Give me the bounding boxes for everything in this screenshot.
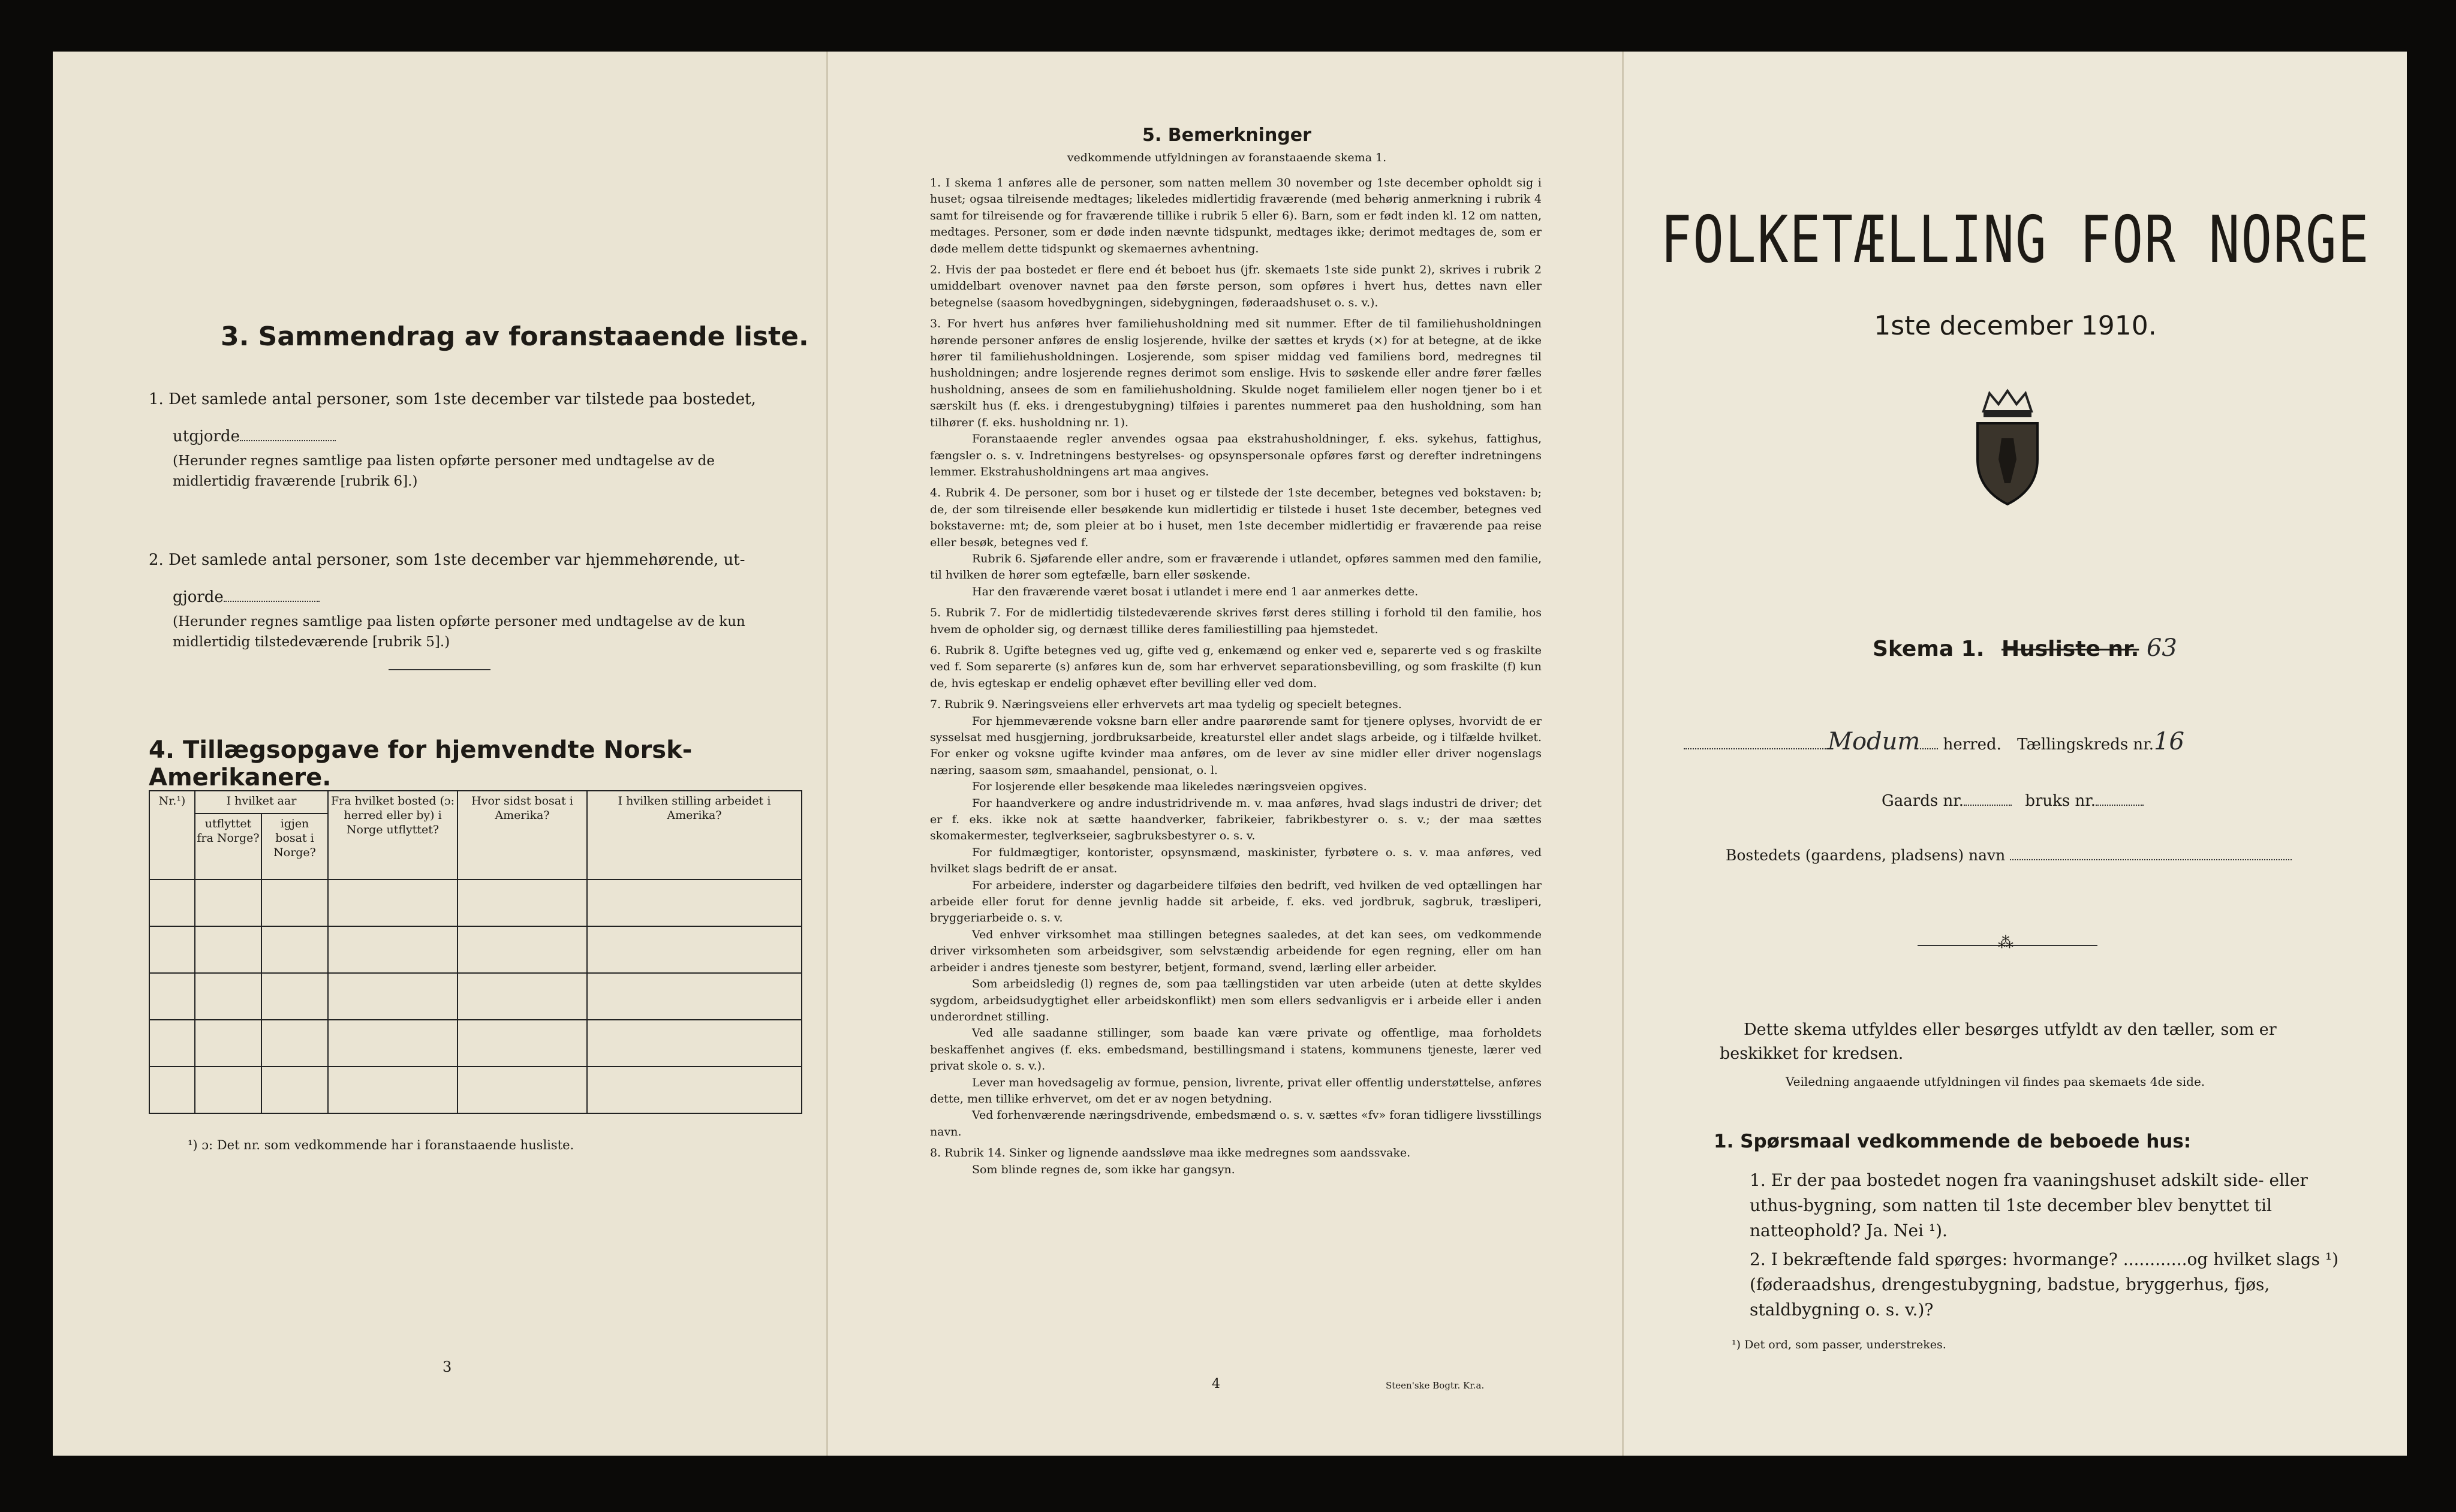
remarks-heading: 5. Bemerkninger	[1142, 125, 1311, 146]
q1-heading: 1. Spørsmaal vedkommende de beboede hus:	[1714, 1131, 2192, 1152]
col-last: Hvor sidst bosat i Amerika?	[458, 791, 587, 880]
item1-line1: 1. Det samlede antal personer, som 1ste december var tilstede paa bostedet,	[149, 390, 756, 408]
herred-value[interactable]: Modum	[1828, 728, 1921, 755]
remark-7d: For fuldmægtiger, kontorister, opsynsmænd, maskinister, fyrbøtere o. s. v. maa anføres, ved hvilket slags bedrift de er ansat.	[930, 845, 1542, 876]
husliste-number[interactable]: 63	[2146, 634, 2177, 662]
remark-2: 2. Hvis der paa bostedet er flere end ét beboet hus (jfr. skemaets 1ste side punkt 2), skrives i rubrik 2 umiddelbart ovenover navnet paa den første person, som opføres i hvert hus, dettes navn eller betegnelse (saasom hovedbygningen, sidebygningen, føderaadshuset o. s. v.).	[930, 263, 1542, 309]
remarks-subheading: vedkommende utfyldningen av foranstaaende skema 1.	[1067, 151, 1387, 164]
bosted-line	[1726, 847, 2292, 864]
q1-item1: 1. Er der paa bostedet nogen fra vaaningshuset adskilt side- eller uthus-bygning, som natten til 1ste december blev benyttet til natteophold? Ja. Nei ¹).	[1750, 1170, 2308, 1240]
page-number: 4	[1212, 1377, 1220, 1391]
bosted-field[interactable]	[2010, 859, 2292, 860]
remark-7f: Ved enhver virksomhet maa stillingen betegnes saaledes, at det kan sees, om vedkommende driver virksomheten som arbeidsgiver, som selvstændig arbeidende for egen regning, eller om han arbeider i andres tjeneste som bestyrer, betjent, formand, svend, lærling eller arbeider.	[930, 927, 1542, 974]
item2-line2: gjorde	[173, 588, 224, 606]
col-year-group: I hvilket aar	[195, 791, 328, 814]
section3-heading: 3. Sammendrag av foranstaaende liste.	[221, 321, 809, 352]
divider	[389, 669, 490, 670]
norsk-amerikanere-table	[149, 790, 802, 1114]
page-number: 3	[443, 1359, 452, 1375]
col-year-out: utflyttet fra Norge?	[195, 814, 261, 880]
section3-item1	[149, 387, 796, 492]
item1-line2: utgjorde	[173, 427, 240, 445]
intro-text: Dette skema utfyldes eller besørges utfyldt av den tæller, som er beskikket for kredsen.	[1720, 1020, 2277, 1063]
page-left	[53, 52, 826, 1456]
table-row	[149, 973, 802, 1020]
remark-6: 6. Rubrik 8. Ugifte betegnes ved ug, gifte ved g, enkemænd og enker ved e, separerte ved s og fraskilte ved f. Som separerte (s) anføres kun de, som har erhvervet separationsbevilling, og som fraskilte (f) kun de, hvis egteskap er endelig ophævet efter bevilling eller ved dom.	[930, 643, 1542, 690]
remark-8: 8. Rubrik 14. Sinker og lignende aandssløve maa ikke medregnes som aandssvake.	[930, 1146, 1411, 1160]
item2-note: (Herunder regnes samtlige paa listen opførte personer med undtagelse av de kun midlertidig tilstedeværende [rubrik 5].)	[173, 614, 745, 650]
bruks-label: bruks nr.	[2025, 792, 2096, 810]
remark-4: 4. Rubrik 4. De personer, som bor i huset og er tilstede der 1ste december, betegnes ved bokstaven: b; de, der som tilreisende eller besøkende kun midlertidig er tilstede i huset 1ste december, betegnes ved bokstaverne: mt; de, som pleier at bo i huset, men 1ste december midlertidig er fraværende paa reise eller besøk, betegnes ved f.	[930, 486, 1542, 549]
husliste-label: Husliste nr.	[2001, 637, 2139, 661]
item2-fill-line	[224, 601, 320, 602]
remark-7e: For arbeidere, inderster og dagarbeidere tilføies den bedrift, ved hvilken de ved optællingen har arbeide eller forut for denne jevnlig hadde sit arbeide, f. eks. ved jordbruk, sagbruk, træsliperi, bryggeriarbeide o. s. v.	[930, 878, 1542, 925]
table-row	[149, 1067, 802, 1113]
remark-3: 3. For hvert hus anføres hver familiehusholdning med sit nummer. Efter de til familiehusholdningen hørende personer anføres de enslig losjerende, hvilke der sættes et kryds (×) for at betegne, at de ikke hører til familiehusholdningen. Losjerende, som spiser middag ved familiens bord, medregnes til husholdningen; andre losjerende regnes derimot som enslige. Hvis to søskende eller andre fører fælles husholdning, ansees de som en familiehusholdning. Skulde noget familielem eller nogen tjener bo i et særskilt hus (f. eks. i drengestubygning) tilføies i parentes nummeret paa den husholdning, som han tilhører (f. eks. husholdning nr. 1).	[930, 317, 1542, 429]
section4-footnote: ¹) ɔ: Det nr. som vedkommende har i foranstaaende husliste.	[188, 1138, 574, 1152]
remark-7c: For haandverkere og andre industridrivende m. v. maa anføres, hvad slags industri de driver; det er f. eks. ikke nok at sætte haandverker, fabrikeier, fabrikbestyrer o. s. v.; der maa sættes skomakermester, teglverkseier, sagbruksbestyrer o. s. v.	[930, 796, 1542, 843]
q1-item2: 2. I bekræftende fald spørges: hvormange? ............og hvilket slags ¹) (føderaadshus, drengestubygning, badstue, bryggerhus, fjøs, staldbygning o. s. v.)?	[1750, 1249, 2338, 1320]
herred-label: herred.	[1943, 736, 2001, 754]
coat-of-arms-icon	[1966, 387, 2049, 507]
item1-note: (Herunder regnes samtlige paa listen opførte personer med undtagelse av de midlertidig fraværende [rubrik 6].)	[173, 453, 715, 489]
remark-7: 7. Rubrik 9. Næringsveiens eller erhvervets art maa tydelig og specielt betegnes.	[930, 698, 1402, 712]
section3-item2	[149, 548, 796, 652]
kreds-label: Tællingskreds nr.	[2017, 736, 2154, 754]
remark-4-abroad: Har den fraværende været bosat i utlandet i mere end 1 aar anmerkes dette.	[972, 585, 1419, 598]
remark-1: 1. I skema 1 anføres alle de personer, som natten mellem 30 november og 1ste december opholdt sig i huset; ogsaa tilreisende medtages; likeledes midlertidig fraværende (med behørig anmerkning i rubrik 4 samt for tilreisende og for fraværende tillike i rubrik 5 eller 6). Barn, som er født inden kl. 12 om natten, medtages. Personer, som er døde inden nævnte tidspunkt, medtages ikke; derimot medtages de, som er døde mellem dette tidspunkt og skemaernes avhentning.	[930, 176, 1542, 255]
page-middle	[826, 52, 1624, 1456]
census-date: 1ste december 1910.	[1874, 311, 2157, 341]
skema-label: Skema 1.	[1873, 637, 1985, 661]
col-nr: Nr.¹)	[149, 791, 195, 880]
gaards-field[interactable]	[1964, 805, 2012, 806]
kreds-value[interactable]: 16	[2154, 728, 2184, 755]
remarks-body	[930, 175, 1542, 1178]
herred-line	[1684, 728, 2361, 755]
item2-line1: 2. Det samlede antal personer, som 1ste december var hjemmehørende, ut-	[149, 551, 745, 569]
printer-mark: Steen'ske Bogtr. Kr.a.	[1386, 1380, 1485, 1391]
table-row	[149, 1020, 802, 1067]
remark-7i: Lever man hovedsagelig av formue, pension, livrente, privat eller offentlig understøttelse, anføres dette, men tillike erhvervet, om det er av nogen betydning.	[930, 1076, 1542, 1106]
census-title: FOLKETÆLLING FOR NORGE	[1660, 203, 2370, 278]
bruks-field[interactable]	[2096, 805, 2144, 806]
gaards-line	[1882, 792, 2144, 810]
section4-heading: 4. Tillægsopgave for hjemvendte Norsk-Amerikanere.	[149, 736, 693, 791]
col-from: Fra hvilket bosted (ɔ: herred eller by) i Norge utflyttet?	[328, 791, 458, 880]
page-right	[1624, 52, 2407, 1456]
guidance-text: Veiledning angaaende utfyldningen vil findes paa skemaets 4de side.	[1786, 1074, 2205, 1089]
remark-4-rubrik6: Rubrik 6. Sjøfarende eller andre, som er fraværende i utlandet, opføres sammen med den familie, til hvilken de hører som egtefælle, barn eller søskende.	[930, 552, 1542, 582]
gaards-label: Gaards nr.	[1882, 792, 1964, 810]
remark-7j: Ved forhenværende næringsdrivende, embedsmænd o. s. v. sættes «fv» foran tidligere livsstillings navn.	[930, 1109, 1542, 1138]
skema-line	[1873, 634, 2177, 662]
table-row	[149, 926, 802, 973]
right-footnote: ¹) Det ord, som passer, understrekes.	[1732, 1338, 1946, 1351]
col-position: I hvilken stilling arbeidet i Amerika?	[587, 791, 802, 880]
table-row	[149, 880, 802, 926]
remark-5: 5. Rubrik 7. For de midlertidig tilstedeværende skrives først deres stilling i forhold til den familie, hos hvem de opholder sig, og dernæst tillike deres familiestilling paa hjemstedet.	[930, 606, 1542, 636]
remark-3b: Foranstaaende regler anvendes ogsaa paa ekstrahusholdninger, f. eks. sykehus, fattighus, fængsler o. s. v. Indretningens bestyrelses- og opsynspersonale opføres først og derefter indretningens lemmer. Ekstrahusholdningens art maa angives.	[930, 432, 1542, 478]
remark-7a: For hjemmeværende voksne barn eller andre paarørende samt for tjenere oplyses, hvorvidt de er sysselsat med husgjerning, jordbruksarbeide, kreaturstel eller andet slags arbeide, og i tilfælde hvilket. For enker og voksne ugifte kvinder maa anføres, om de lever av sine midler eller driver nogenslags næring, saasom søm, smaahandel, pensionat, o. l.	[930, 714, 1542, 777]
item1-fill-line	[240, 440, 336, 441]
col-year-back: igjen bosat i Norge?	[261, 814, 328, 880]
bosted-label: Bostedets (gaardens, pladsens) navn	[1726, 847, 2006, 864]
remark-8b: Som blinde regnes de, som ikke har gangsyn.	[972, 1162, 1235, 1176]
remark-7h: Ved alle saadanne stillinger, som baade kan være private og offentlige, maa forholdets beskaffenhet angives (f. eks. embedsmand, bestillingsmand i statens, kommunens tjeneste, lærer ved privat skole o. s. v.).	[930, 1026, 1542, 1073]
remark-7g: Som arbeidsledig (l) regnes de, som paa tællingstiden var uten arbeide (uten at dette skyldes sygdom, arbeidsudygtighet eller arbeidskonflikt) men som ellers sedvanligvis er i arbeide eller i anden underordnet stilling.	[930, 977, 1542, 1023]
ornament-icon: ⁂	[1998, 934, 2013, 952]
remark-7b: For losjerende eller besøkende maa likeledes næringsveien opgives.	[972, 780, 1367, 794]
